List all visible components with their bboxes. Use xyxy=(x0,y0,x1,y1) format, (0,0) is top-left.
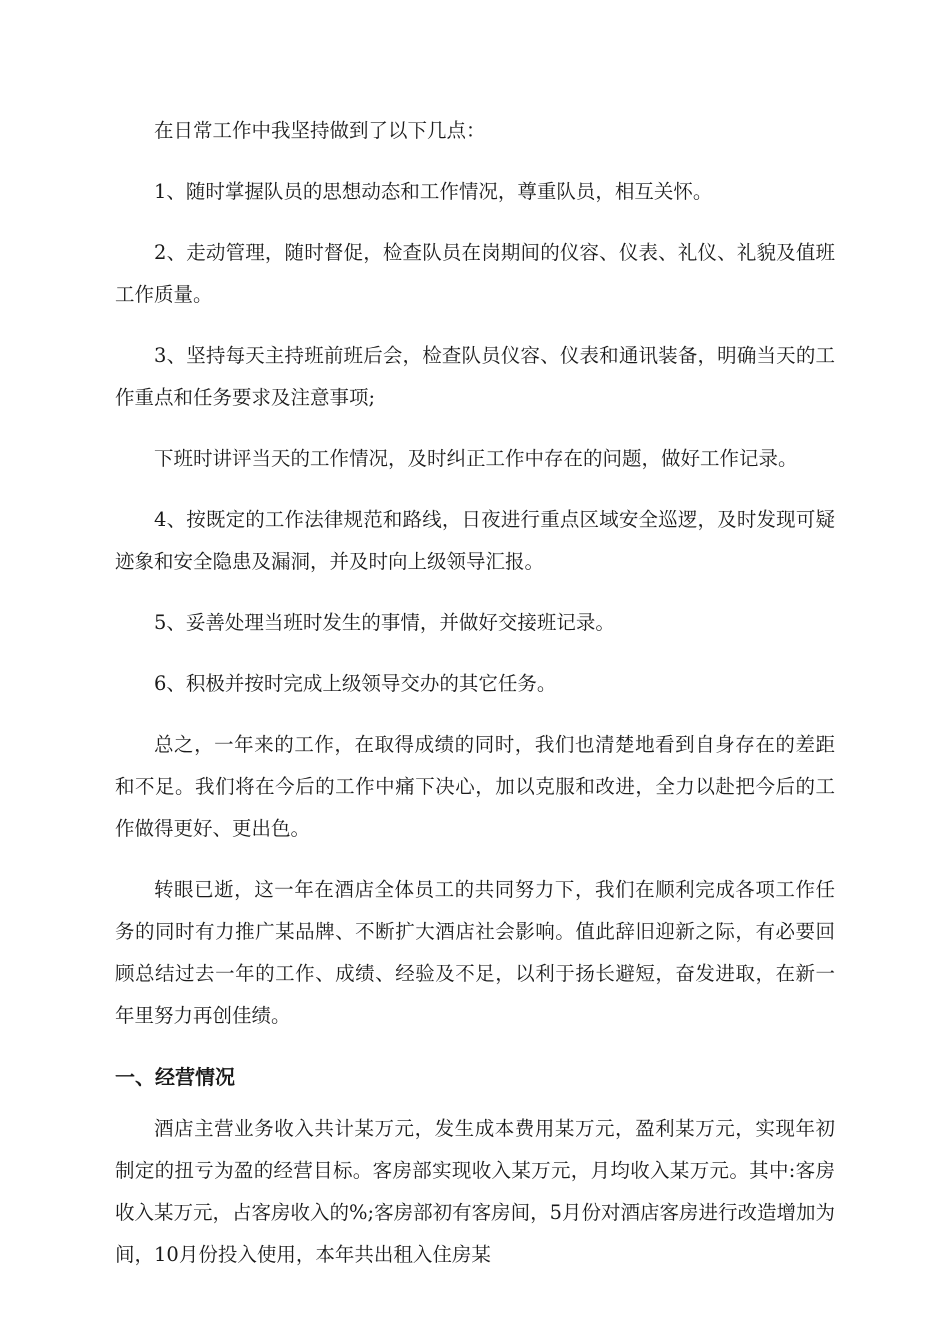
paragraph-operations: 酒店主营业务收入共计某万元，发生成本费用某万元，盈利某万元，实现年初制定的扭亏为盈的经营目标。客房部实现收入某万元，月均收入某万元。其中:客房收入某万元，占客房收入的%;客房部初有客房间，5月份对酒店客房进行改造增加为间，10月份投入使用，本年共出租入住房某 xyxy=(115,1117,836,1266)
paragraph-item-1: 1、随时掌握队员的思想动态和工作情况，尊重队员，相互关怀。 xyxy=(154,180,713,203)
paragraph-item-6: 6、积极并按时完成上级领导交办的其它任务。 xyxy=(154,672,557,695)
paragraph-item-3-continued: 下班时讲评当天的工作情况，及时纠正工作中存在的问题，做好工作记录。 xyxy=(154,447,798,470)
paragraph-item-2: 2、走动管理，随时督促，检查队员在岗期间的仪容、仪表、礼仪、礼貌及值班工作质量。 xyxy=(115,241,835,306)
paragraph-summary: 总之，一年来的工作，在取得成绩的同时，我们也清楚地看到自身存在的差距和不足。我们将在今后的工作中痛下决心，加以克服和改进，全力以赴把今后的工作做得更好、更出色。 xyxy=(115,733,835,840)
paragraph-item-3: 3、坚持每天主持班前班后会，检查队员仪容、仪表和通讯装备，明确当天的工作重点和任务要求及注意事项; xyxy=(115,344,835,409)
paragraph-year-review: 转眼已逝，这一年在酒店全体员工的共同努力下，我们在顺利完成各项工作任务的同时有力推广某品牌、不断扩大酒店社会影响。值此辞旧迎新之际，有必要回顾总结过去一年的工作、成绩、经验及不足，以利于扬长避短，奋发进取，在新一年里努力再创佳绩。 xyxy=(115,878,835,1027)
document-body xyxy=(115,110,835,1295)
section-heading: 一、经营情况 xyxy=(115,1065,235,1089)
paragraph-item-5: 5、妥善处理当班时发生的事情，并做好交接班记录。 xyxy=(154,611,615,634)
paragraph-intro: 在日常工作中我坚持做到了以下几点： xyxy=(154,119,486,142)
paragraph-item-4: 4、按既定的工作法律规范和路线，日夜进行重点区域安全巡逻，及时发现可疑迹象和安全隐患及漏洞，并及时向上级领导汇报。 xyxy=(115,508,835,573)
